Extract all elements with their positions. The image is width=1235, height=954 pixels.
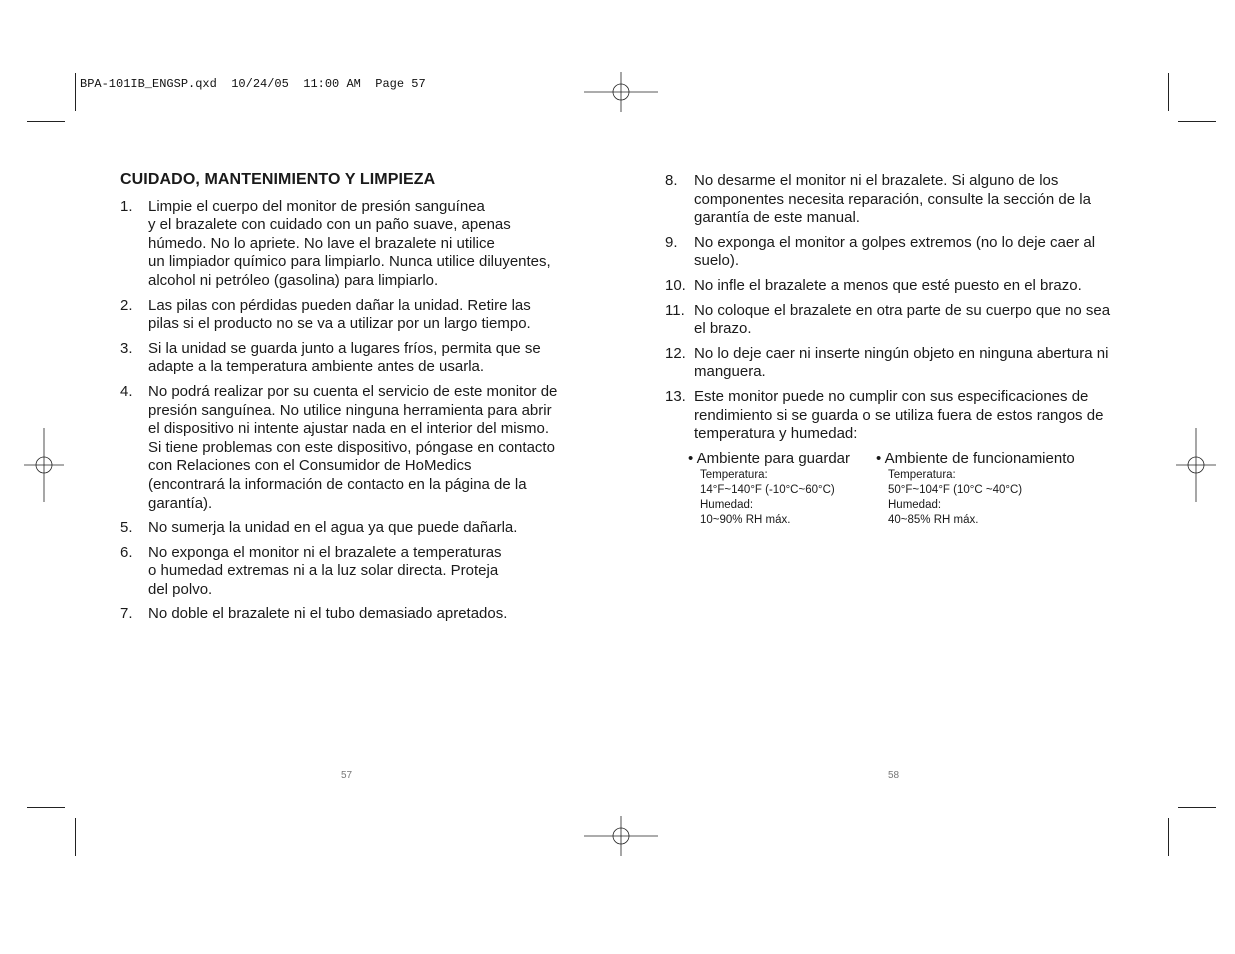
item-line: Limpie el cuerpo del monitor de presión sanguínea <box>148 197 485 215</box>
registration-mark-right <box>1176 428 1216 502</box>
page-number-right: 58 <box>888 770 900 781</box>
item-number: 2. <box>120 296 133 314</box>
page-number-left: 57 <box>341 770 353 781</box>
item-line: un limpiador químico para limpiarlo. Nunca utilice diluyentes, <box>148 253 551 271</box>
item-line: No exponga el monitor ni el brazalete a temperaturas <box>148 543 502 561</box>
list-item <box>665 277 1135 296</box>
crop-mark <box>27 121 65 122</box>
item-number: 7. <box>120 605 133 623</box>
left-page-column <box>120 171 580 630</box>
item-line: Las pilas con pérdidas pueden dañar la unidad. Retire las <box>148 296 531 314</box>
item-line: con Relaciones con el Consumidor de HoMedics <box>148 457 472 475</box>
item-number: 10. <box>665 276 686 294</box>
item-line: No exponga el monitor a golpes extremos (no lo deje caer al <box>694 233 1096 251</box>
crop-mark <box>27 807 65 808</box>
item-line: suelo). <box>694 252 740 270</box>
item-line: No podrá realizar por su cuenta el servicio de este monitor de <box>148 382 558 400</box>
item-line: adapte a la temperatura ambiente antes de usarla. <box>148 358 485 376</box>
item-line: pilas si el producto no se va a utilizar por un largo tiempo. <box>148 315 531 333</box>
item-line: Este monitor puede no cumplir con sus especificaciones de <box>694 387 1089 405</box>
item-line: garantía de este manual. <box>694 209 860 227</box>
operating-humidity-label: Humedad: <box>888 498 942 511</box>
storage-environment <box>688 450 876 528</box>
registration-mark-left <box>24 428 64 502</box>
crop-mark <box>1168 73 1169 111</box>
item-line: temperatura y humedad: <box>694 425 858 443</box>
operating-temp-value: 50°F~104°F (10°C ~40°C) <box>888 483 1023 496</box>
item-line: húmedo. No lo apriete. No lave el brazalete ni utilice <box>148 234 495 252</box>
item-line: No sumerja la unidad en el agua ya que puede dañarla. <box>148 519 518 537</box>
list-item <box>665 345 1135 382</box>
list-item <box>120 198 580 291</box>
item-line: alcohol ni petróleo (gasolina) para limpiarlo. <box>148 271 439 289</box>
item-number: 13. <box>665 387 686 405</box>
item-line: No desarme el monitor ni el brazalete. Si alguno de los <box>694 172 1059 189</box>
item-number: 3. <box>120 339 133 357</box>
item-number: 4. <box>120 382 133 400</box>
crop-mark <box>75 73 76 111</box>
registration-mark-bottom <box>584 816 658 856</box>
item-line: o humedad extremas ni a la luz solar directa. Proteja <box>148 562 499 580</box>
item-line: No doble el brazalete ni el tubo demasiado apretados. <box>148 605 508 623</box>
storage-temp-value: 14°F~140°F (-10°C~60°C) <box>700 483 835 496</box>
item-line: presión sanguínea. No utilice ninguna herramienta para abrir <box>148 401 552 419</box>
list-item <box>120 297 580 334</box>
item-line: del polvo. <box>148 580 213 598</box>
list-item <box>665 234 1135 271</box>
list-item <box>665 302 1135 339</box>
item-number: 8. <box>665 172 678 189</box>
storage-temp-label: Temperatura: <box>700 468 768 481</box>
item-line: No coloque el brazalete en otra parte de su cuerpo que no sea <box>694 301 1111 319</box>
file-slug: BPA-101IB_ENGSP.qxd 10/24/05 11:00 AM Page 57 <box>80 77 426 91</box>
operating-humidity-value: 40~85% RH máx. <box>888 513 979 526</box>
item-line: Si tiene problemas con este dispositivo, póngase en contacto <box>148 438 555 456</box>
item-line: No lo deje caer ni inserte ningún objeto en ninguna abertura ni <box>694 344 1109 362</box>
list-item <box>120 340 580 377</box>
environment-specs <box>688 450 1135 528</box>
item-line: manguera. <box>694 363 766 381</box>
item-number: 1. <box>120 197 133 215</box>
item-line: el brazo. <box>694 320 752 338</box>
item-line: garantía). <box>148 494 213 512</box>
storage-humidity-value: 10~90% RH máx. <box>700 513 791 526</box>
list-item <box>120 544 580 600</box>
item-number: 9. <box>665 233 678 251</box>
right-page-column <box>665 172 1135 528</box>
operating-temp-label: Temperatura: <box>888 468 956 481</box>
item-line: Si la unidad se guarda junto a lugares fríos, permita que se <box>148 339 541 357</box>
care-list-continued <box>665 172 1135 444</box>
list-item <box>665 172 1135 228</box>
list-item <box>665 388 1135 444</box>
item-number: 5. <box>120 519 133 537</box>
item-line: y el brazalete con cuidado con un paño suave, apenas <box>148 216 511 234</box>
crop-mark <box>1178 121 1216 122</box>
item-number: 6. <box>120 543 133 561</box>
storage-title: • Ambiente para guardar <box>688 449 851 467</box>
item-line: componentes necesita reparación, consulte la sección de la <box>694 190 1091 208</box>
crop-mark <box>1178 807 1216 808</box>
list-item <box>120 605 580 624</box>
item-line: rendimiento si se guarda o se utiliza fuera de estos rangos de <box>694 406 1104 424</box>
crop-mark <box>75 818 76 856</box>
operating-title: • Ambiente de funcionamiento <box>876 449 1075 467</box>
section-heading: CUIDADO, MANTENIMIENTO Y LIMPIEZA <box>120 171 436 188</box>
operating-environment <box>876 450 1096 528</box>
list-item <box>120 519 580 538</box>
item-line: el dispositivo ni intente ajustar nada en el interior del mismo. <box>148 420 550 438</box>
crop-mark <box>1168 818 1169 856</box>
item-number: 12. <box>665 344 686 362</box>
item-number: 11. <box>665 301 685 319</box>
storage-humidity-label: Humedad: <box>700 498 754 511</box>
registration-mark-top <box>584 72 658 112</box>
item-line: (encontrará la información de contacto en la página de la <box>148 475 527 493</box>
list-item <box>120 383 580 513</box>
item-line: No infle el brazalete a menos que esté puesto en el brazo. <box>694 276 1082 294</box>
care-list <box>120 198 580 624</box>
